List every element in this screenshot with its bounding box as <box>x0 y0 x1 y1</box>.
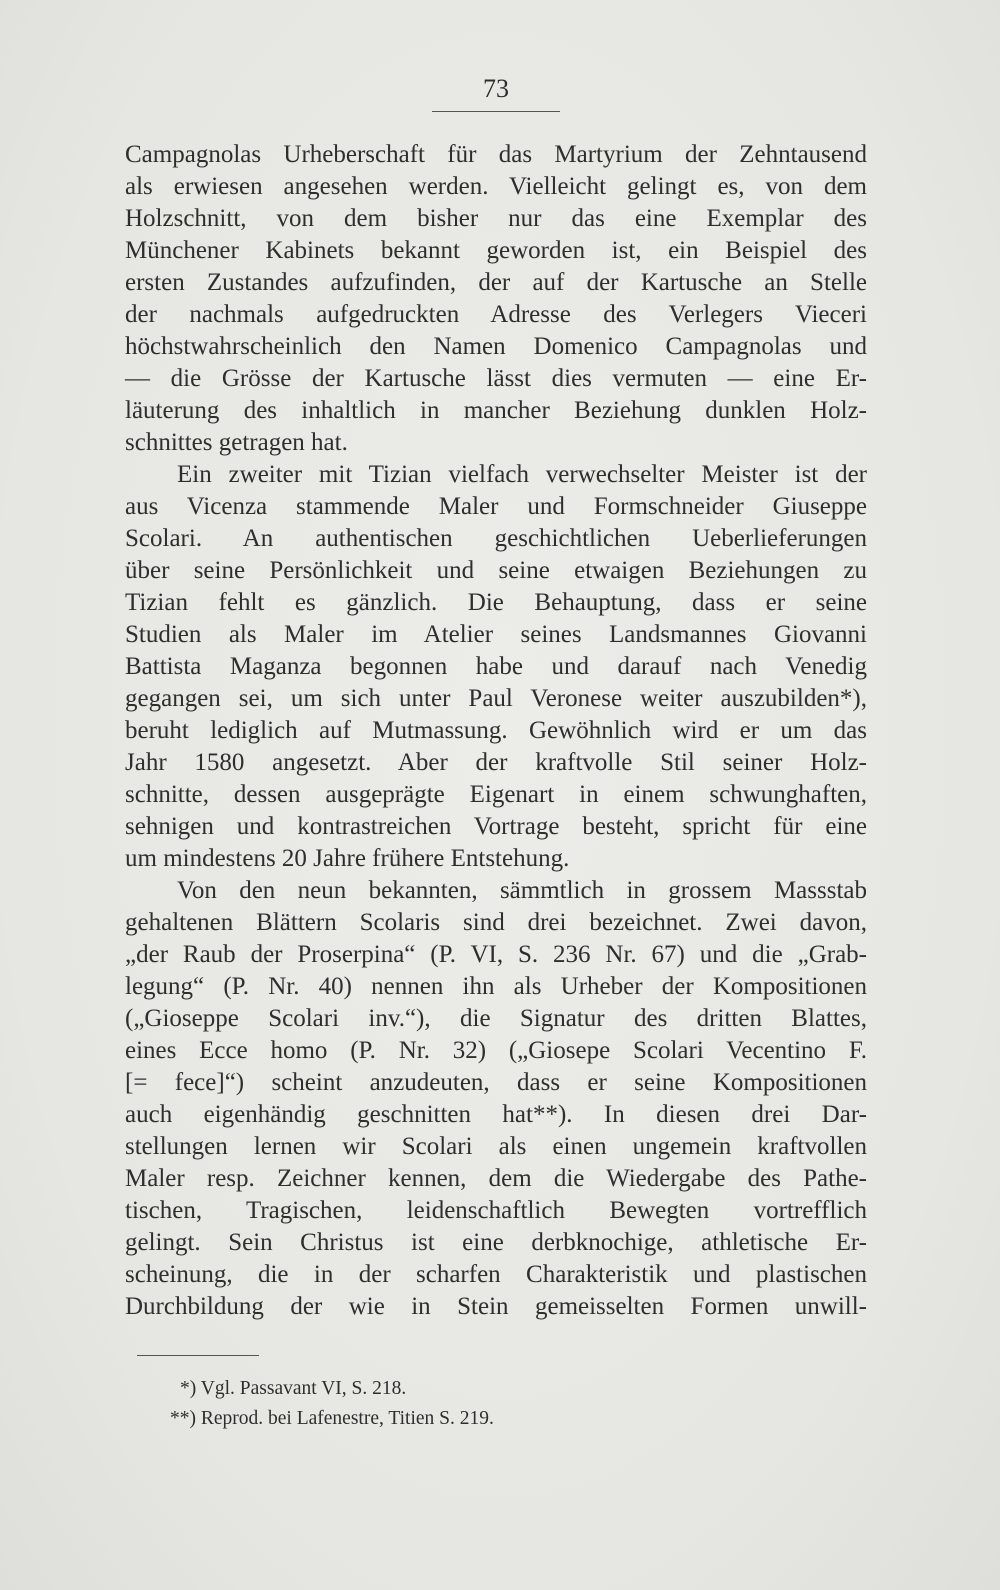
footnote-rule <box>137 1355 259 1356</box>
text-line: gegangen sei, um sich unter Paul Veronese weiter auszubilden*), <box>125 685 867 712</box>
text-line: Von den neun bekannten, sämmtlich in grossem Massstab <box>177 877 867 904</box>
text-line: über seine Persönlichkeit und seine etwaigen Beziehungen zu <box>125 557 867 584</box>
text-line: („Gioseppe Scolari inv.“), die Signatur des dritten Blattes, <box>125 1005 867 1032</box>
text-line: Battista Maganza begonnen habe und darauf nach Venedig <box>125 653 867 680</box>
text-line: Tizian fehlt es gänzlich. Die Behauptung, dass er seine <box>125 589 867 616</box>
body-text <box>125 139 867 1323</box>
text-line: auch eigenhändig geschnitten hat**). In diesen drei Dar- <box>125 1101 867 1128</box>
text-line: sehnigen und kontrastreichen Vortrage besteht, spricht für eine <box>125 813 867 840</box>
footnote: **) Reprod. bei Lafenestre, Titien S. 219. <box>170 1408 494 1429</box>
text-line: Ein zweiter mit Tizian vielfach verwechselter Meister ist der <box>177 461 867 488</box>
text-line: Holzschnitt, von dem bisher nur das eine Exemplar des <box>125 205 867 232</box>
text-line: Studien als Maler im Atelier seines Landsmannes Giovanni <box>125 621 867 648</box>
text-line: als erwiesen angesehen werden. Vielleicht gelingt es, von dem <box>125 173 867 200</box>
text-line: — die Grösse der Kartusche lässt dies vermuten — eine Er- <box>125 365 867 392</box>
text-line: Scolari. An authentischen geschichtlichen Ueberlieferungen <box>125 525 867 552</box>
text-line: Jahr 1580 angesetzt. Aber der kraftvolle Stil seiner Holz- <box>125 749 867 776</box>
text-line: beruht lediglich auf Mutmassung. Gewöhnlich wird er um das <box>125 717 867 744</box>
text-line: legung“ (P. Nr. 40) nennen ihn als Urheber der Kompositionen <box>125 973 867 1000</box>
text-line: aus Vicenza stammende Maler und Formschneider Giuseppe <box>125 493 867 520</box>
text-line: läuterung des inhaltlich in mancher Beziehung dunklen Holz- <box>125 397 867 424</box>
text-line: eines Ecce homo (P. Nr. 32) („Giosepe Scolari Vecentino F. <box>125 1037 867 1064</box>
text-line: der nachmals aufgedruckten Adresse des Verlegers Vieceri <box>125 301 867 328</box>
header-rule <box>432 111 560 112</box>
text-line: Maler resp. Zeichner kennen, dem die Wiedergabe des Pathe- <box>125 1165 867 1192</box>
text-line: gehaltenen Blättern Scolaris sind drei bezeichnet. Zwei davon, <box>125 909 867 936</box>
text-line: ersten Zustandes aufzufinden, der auf der Kartusche an Stelle <box>125 269 867 296</box>
text-line: Münchener Kabinets bekannt geworden ist, ein Beispiel des <box>125 237 867 264</box>
text-line: schnittes getragen hat. <box>125 429 348 456</box>
text-line: um mindestens 20 Jahre frühere Entstehung. <box>125 845 570 872</box>
text-line: schnitte, dessen ausgeprägte Eigenart in einem schwunghaften, <box>125 781 867 808</box>
footnote: *) Vgl. Passavant VI, S. 218. <box>180 1378 407 1399</box>
footnotes <box>170 1374 770 1434</box>
text-line: gelingt. Sein Christus ist eine derbknochige, athletische Er- <box>125 1229 867 1256</box>
text-line: tischen, Tragischen, leidenschaftlich Bewegten vortrefflich <box>125 1197 867 1224</box>
text-line: höchstwahrscheinlich den Namen Domenico Campagnolas und <box>125 333 867 360</box>
text-line: scheinung, die in der scharfen Charakteristik und plastischen <box>125 1261 867 1288</box>
text-line: „der Raub der Proserpina“ (P. VI, S. 236 Nr. 67) und die „Grab- <box>125 941 867 968</box>
text-line: Campagnolas Urheberschaft für das Martyrium der Zehntausend <box>125 141 867 168</box>
text-line: Durchbildung der wie in Stein gemeisselten Formen unwill- <box>125 1293 867 1320</box>
page-number: 73 <box>483 74 509 103</box>
text-line: [= fece]“) scheint anzudeuten, dass er seine Kompositionen <box>125 1069 867 1096</box>
text-line: stellungen lernen wir Scolari als einen ungemein kraftvollen <box>125 1133 867 1160</box>
